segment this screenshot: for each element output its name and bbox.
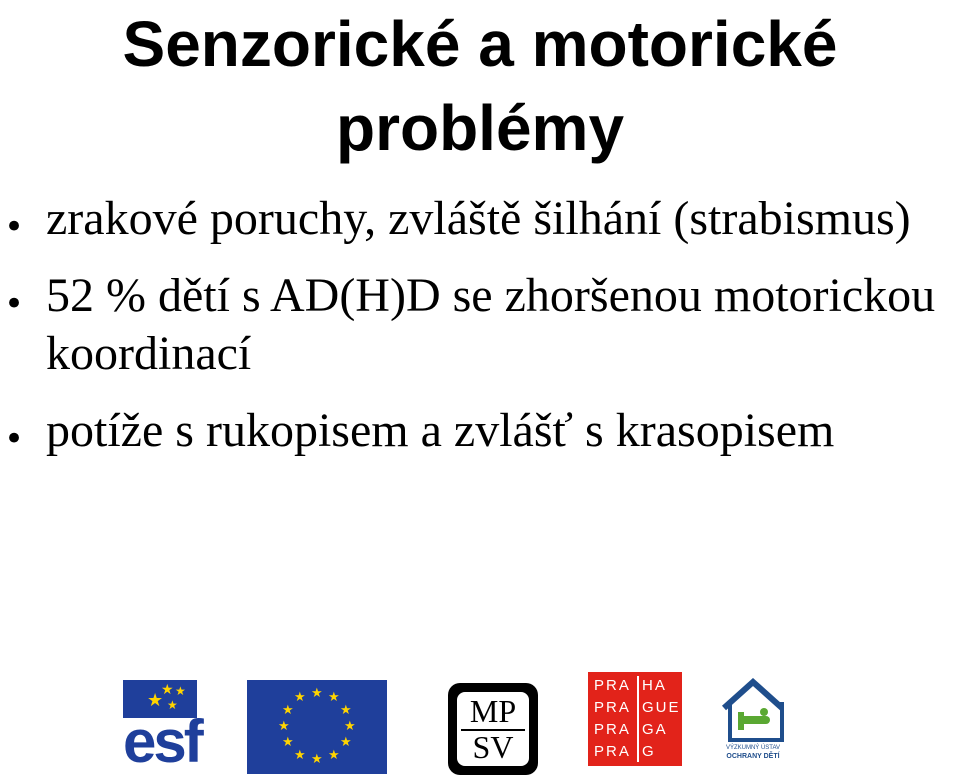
bullet-text: zrakové poruchy, zvláště šilhání (strabismus)	[46, 192, 911, 245]
figure-head	[760, 708, 768, 716]
vuod-logo	[714, 672, 792, 768]
bullet-icon: •	[4, 207, 25, 247]
star-icon: ★	[311, 752, 323, 767]
esf-logo	[123, 680, 235, 776]
star-icon: ★	[311, 686, 323, 701]
vuod-caption-2: OCHRANY DĚTÍ	[726, 753, 780, 760]
star-icon: ★	[175, 684, 186, 698]
esf-wordmark: esf	[123, 708, 201, 775]
bullet-icon: •	[4, 419, 25, 459]
mpsv-line-2: SV	[472, 729, 514, 765]
star-icon: ★	[282, 735, 294, 750]
star-icon: ★	[328, 690, 340, 705]
praha-logo	[588, 672, 682, 766]
praha-row: PRA G	[594, 743, 656, 760]
figure-arm	[738, 716, 770, 724]
praha-row: PRA GA	[594, 721, 668, 738]
slide-title: Senzorické a motorické problémy	[122, 8, 838, 164]
star-icon: ★	[167, 698, 178, 712]
star-icon: ★	[282, 703, 294, 718]
vuod-caption-1: VÝZKUMNÝ ÚSTAV	[725, 745, 781, 751]
star-icon: ★	[340, 735, 352, 750]
eu-flag-icon	[247, 680, 387, 774]
star-icon: ★	[294, 748, 306, 763]
star-icon: ★	[340, 703, 352, 718]
mpsv-logo	[448, 683, 538, 775]
praha-row: PRA GUE	[594, 699, 681, 716]
mpsv-line-1: MP	[469, 693, 517, 729]
praha-row: PRA HA	[594, 677, 667, 694]
star-icon: ★	[328, 748, 340, 763]
star-icon: ★	[344, 719, 356, 734]
star-icon: ★	[147, 690, 164, 711]
star-icon: ★	[161, 682, 174, 698]
star-icon: ★	[294, 690, 306, 705]
bullet-text: potíže s rukopisem a zvlášť s krasopisem	[46, 404, 835, 457]
star-icon: ★	[278, 719, 290, 734]
bullet-icon: •	[4, 284, 25, 324]
bullet-text: 52 % dětí s AD(H)D se zhoršenou motorickou koordinací	[46, 269, 936, 380]
